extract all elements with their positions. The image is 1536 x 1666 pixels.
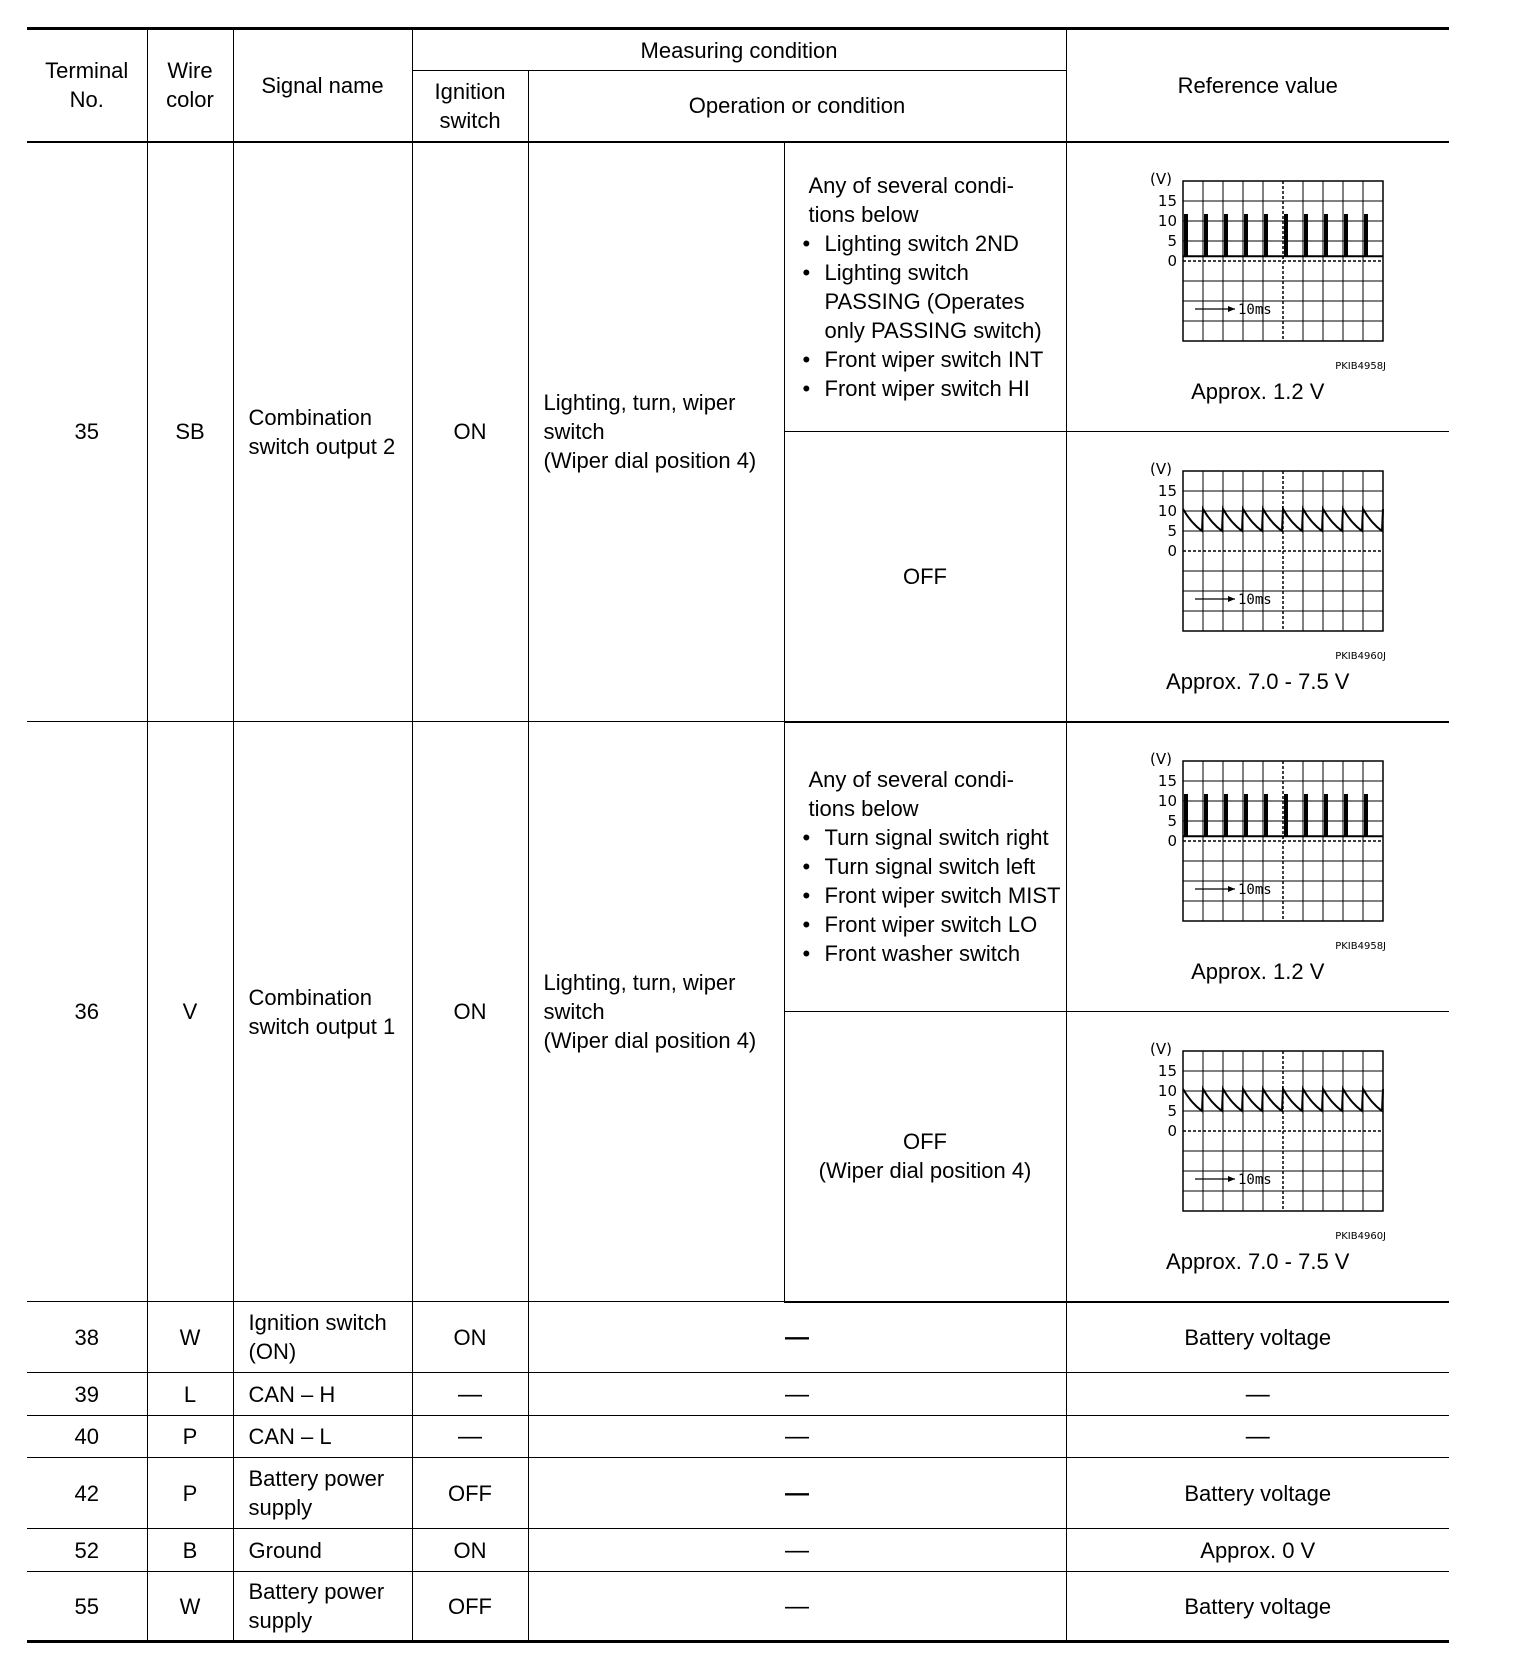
axis-tick-label: 15: [1157, 772, 1177, 791]
time-scale-arrow: [1228, 596, 1235, 602]
figure-code: PKIB4960J: [1334, 1230, 1386, 1242]
condition-item: • Turn signal switch left: [801, 852, 1062, 881]
signal-name: Combination switch output 1: [233, 722, 412, 1302]
axis-tick-label: 5: [1167, 232, 1177, 251]
axis-unit-label: (V): [1149, 170, 1172, 189]
scope-grid: [1183, 471, 1383, 631]
condition-list: [784, 142, 1066, 432]
operation: —: [528, 1416, 1066, 1458]
header-measuring-condition: Measuring condition: [412, 29, 1066, 71]
figure-code: PKIB4958J: [1334, 941, 1386, 953]
ignition-state: OFF: [412, 1572, 528, 1642]
signal-name: Ground: [233, 1529, 412, 1572]
condition-intro: Any of several condi- tions below: [808, 767, 1014, 822]
ignition-state: ON: [412, 142, 528, 722]
oscilloscope-waveform: [1128, 167, 1388, 377]
condition-intro: Any of several condi- tions below: [808, 172, 1014, 227]
wire-color: V: [147, 722, 233, 1302]
condition-state: OFF (Wiper dial position 4): [784, 1012, 1066, 1302]
signal-name: Combination switch output 2: [233, 142, 412, 722]
ignition-state: ON: [412, 1529, 528, 1572]
condition-item: • Front wiper switch INT: [801, 345, 1062, 374]
waveform-trace: [1183, 509, 1383, 531]
axis-tick-label: 0: [1167, 832, 1177, 851]
reference-cell: [1066, 142, 1449, 432]
wire-color: P: [147, 1458, 233, 1529]
operation: —: [528, 1302, 1066, 1373]
oscilloscope-waveform: [1128, 747, 1388, 957]
ignition-state: OFF: [412, 1458, 528, 1529]
axis-tick-label: 10: [1157, 1081, 1177, 1100]
terminal-no: 42: [27, 1458, 147, 1529]
header-ignition-switch: Ignition switch: [412, 71, 528, 142]
waveform-trace: [1183, 1089, 1383, 1111]
axis-tick-label: 15: [1157, 481, 1177, 500]
condition-item: • Lighting switch 2ND: [801, 229, 1062, 258]
oscilloscope-waveform: [1128, 457, 1388, 667]
axis-tick-label: 5: [1167, 812, 1177, 831]
axis-tick-label: 0: [1167, 541, 1177, 560]
axis-unit-label: (V): [1149, 459, 1172, 478]
terminal-no: 39: [27, 1373, 147, 1416]
time-scale-label: 10ms: [1237, 591, 1272, 608]
operation: Lighting, turn, wiper switch (Wiper dial position 4): [528, 722, 784, 1302]
header-wire-color: Wire color: [147, 29, 233, 142]
wire-color: SB: [147, 142, 233, 722]
figure-code: PKIB4958J: [1334, 361, 1386, 373]
wire-color: P: [147, 1416, 233, 1458]
terminal-no: 55: [27, 1572, 147, 1642]
scope-grid: [1183, 181, 1383, 341]
wire-color: B: [147, 1529, 233, 1572]
reference-value: Approx. 1.2 V: [1191, 959, 1325, 985]
oscilloscope-waveform: [1128, 1037, 1388, 1247]
reference-cell: [1066, 432, 1449, 722]
operation: —: [528, 1373, 1066, 1416]
time-scale-arrow: [1228, 306, 1235, 312]
signal-name: Battery power supply: [233, 1458, 412, 1529]
time-scale-arrow: [1228, 886, 1235, 892]
reference-cell: [1066, 722, 1449, 1012]
operation: —: [528, 1458, 1066, 1529]
time-scale-label: 10ms: [1237, 1171, 1272, 1188]
reference-value: Battery voltage: [1066, 1572, 1449, 1642]
terminal-no: 35: [27, 142, 147, 722]
ignition-state: ON: [412, 1302, 528, 1373]
reference-value: —: [1066, 1373, 1449, 1416]
reference-value: —: [1066, 1416, 1449, 1458]
signal-name: CAN – H: [233, 1373, 412, 1416]
header-operation-or-condition: Operation or condition: [528, 71, 1066, 142]
reference-value: Approx. 1.2 V: [1191, 379, 1325, 405]
operation: —: [528, 1572, 1066, 1642]
axis-tick-label: 10: [1157, 501, 1177, 520]
axis-tick-label: 0: [1167, 252, 1177, 271]
axis-unit-label: (V): [1149, 750, 1172, 769]
figure-code: PKIB4960J: [1334, 650, 1386, 662]
terminal-no: 40: [27, 1416, 147, 1458]
condition-state: OFF: [784, 432, 1066, 722]
axis-tick-label: 15: [1157, 1061, 1177, 1080]
terminal-no: 38: [27, 1302, 147, 1373]
condition-item: • Front wiper switch LO: [801, 910, 1062, 939]
condition-list: [784, 722, 1066, 1012]
signal-name: Ignition switch (ON): [233, 1302, 412, 1373]
reference-cell: [1066, 1012, 1449, 1302]
scope-grid: [1183, 1051, 1383, 1211]
condition-item: • Lighting switch PASSING (Operates only PASSING switch): [801, 258, 1062, 345]
wire-color: W: [147, 1302, 233, 1373]
condition-item: • Front wiper switch MIST: [801, 881, 1062, 910]
header-signal-name: Signal name: [233, 29, 412, 142]
condition-item: • Turn signal switch right: [801, 823, 1062, 852]
wire-color: W: [147, 1572, 233, 1642]
condition-item: • Front wiper switch HI: [801, 374, 1062, 403]
operation: Lighting, turn, wiper switch (Wiper dial position 4): [528, 142, 784, 722]
condition-item: • Front washer switch: [801, 939, 1062, 968]
reference-value: Battery voltage: [1066, 1458, 1449, 1529]
axis-tick-label: 10: [1157, 212, 1177, 231]
ignition-state: —: [412, 1373, 528, 1416]
time-scale-label: 10ms: [1237, 302, 1272, 319]
axis-tick-label: 10: [1157, 792, 1177, 811]
reference-value: Approx. 7.0 - 7.5 V: [1166, 668, 1350, 694]
axis-unit-label: (V): [1149, 1039, 1172, 1058]
terminal-no: 52: [27, 1529, 147, 1572]
signal-name: Battery power supply: [233, 1572, 412, 1642]
terminal-no: 36: [27, 722, 147, 1302]
axis-tick-label: 5: [1167, 1101, 1177, 1120]
reference-value: Approx. 7.0 - 7.5 V: [1166, 1248, 1350, 1274]
time-scale-arrow: [1228, 1176, 1235, 1182]
axis-tick-label: 0: [1167, 1121, 1177, 1140]
header-reference-value: Reference value: [1066, 29, 1449, 142]
axis-tick-label: 15: [1157, 192, 1177, 211]
scope-grid: [1183, 761, 1383, 921]
signal-name: CAN – L: [233, 1416, 412, 1458]
terminal-reference-table: [27, 27, 1449, 1643]
wire-color: L: [147, 1373, 233, 1416]
header-terminal-no: Terminal No.: [27, 29, 147, 142]
axis-tick-label: 5: [1167, 521, 1177, 540]
operation: —: [528, 1529, 1066, 1572]
reference-value: Approx. 0 V: [1066, 1529, 1449, 1572]
reference-value: Battery voltage: [1066, 1302, 1449, 1373]
ignition-state: ON: [412, 722, 528, 1302]
time-scale-label: 10ms: [1237, 882, 1272, 899]
ignition-state: —: [412, 1416, 528, 1458]
